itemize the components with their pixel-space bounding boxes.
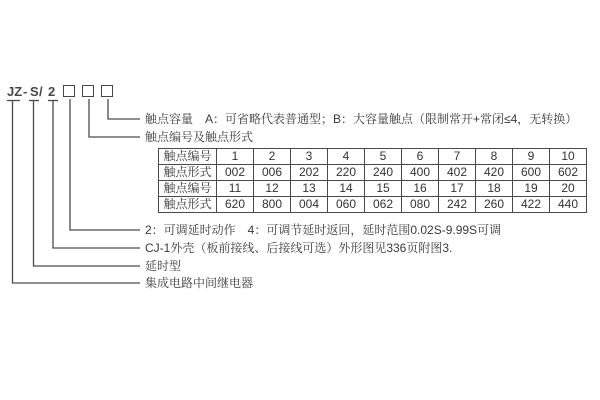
value-cell: 602 — [550, 165, 587, 181]
label-product-type: 集成电路中间继电器 — [145, 276, 254, 290]
model-box-delay-mode — [63, 85, 75, 97]
model-box-contact-number — [82, 85, 94, 97]
value-cell: 17 — [439, 181, 476, 197]
value-cell: 060 — [328, 197, 365, 213]
value-cell: 402 — [439, 165, 476, 181]
model-separator-dash: - — [23, 84, 28, 99]
label-delay-mode: 2：可调延时动作 4：可调节延时返回，延时范围0.02S-9.99S可调 — [145, 223, 502, 237]
value-cell: 242 — [439, 197, 476, 213]
table-row — [159, 181, 587, 197]
row-label-cell: 触点编号 — [159, 181, 217, 197]
value-cell: 440 — [550, 197, 587, 213]
value-cell: 062 — [365, 197, 402, 213]
value-cell: 5 — [365, 149, 402, 165]
value-cell: 20 — [550, 181, 587, 197]
value-cell: 420 — [476, 165, 513, 181]
value-cell: 080 — [402, 197, 439, 213]
table-row — [159, 197, 587, 213]
connector-contact-numbering — [89, 99, 140, 137]
value-cell: 12 — [254, 181, 291, 197]
value-cell: 9 — [513, 149, 550, 165]
value-cell: 202 — [291, 165, 328, 181]
value-cell: 240 — [365, 165, 402, 181]
value-cell: 6 — [402, 149, 439, 165]
value-cell: 004 — [291, 197, 328, 213]
value-cell: 400 — [402, 165, 439, 181]
value-cell: 7 — [439, 149, 476, 165]
model-prefix: JZ — [7, 84, 23, 99]
value-cell: 18 — [476, 181, 513, 197]
value-cell: 13 — [291, 181, 328, 197]
row-label-cell: 触点形式 — [159, 197, 217, 213]
value-cell: 002 — [217, 165, 254, 181]
value-cell: 2 — [254, 149, 291, 165]
connector-shell — [53, 101, 140, 249]
value-cell: 14 — [328, 181, 365, 197]
value-cell: 260 — [476, 197, 513, 213]
connector-product-type — [13, 101, 141, 284]
value-cell: 3 — [291, 149, 328, 165]
value-cell: 8 — [476, 149, 513, 165]
connector-contact-capacity — [108, 99, 140, 119]
label-contact-capacity: 触点容量 A：可省略代表普通型；B：大容量触点（限制常开+常闭≤4，无转换） — [145, 112, 578, 126]
value-cell: 16 — [402, 181, 439, 197]
value-cell: 1 — [217, 149, 254, 165]
model-box-contact-capacity — [101, 85, 113, 97]
value-cell: 4 — [328, 149, 365, 165]
label-contact-numbering: 触点编号及触点形式 — [145, 130, 254, 144]
model-variant: 2 — [48, 84, 56, 99]
model-separator-slash: / — [39, 84, 43, 99]
row-label-cell: 触点形式 — [159, 165, 217, 181]
row-label-cell: 触点编号 — [159, 149, 217, 165]
value-cell: 620 — [217, 197, 254, 213]
table-row — [159, 165, 587, 181]
value-cell: 422 — [513, 197, 550, 213]
label-shell: CJ-1外壳（板前接线、后接线可选）外形图见336页附图3. — [145, 241, 453, 255]
value-cell: 220 — [328, 165, 365, 181]
value-cell: 600 — [513, 165, 550, 181]
value-cell: 10 — [550, 149, 587, 165]
value-cell: 11 — [217, 181, 254, 197]
value-cell: 006 — [254, 165, 291, 181]
value-cell: 15 — [365, 181, 402, 197]
value-cell: 19 — [513, 181, 550, 197]
label-delay-type: 延时型 — [145, 259, 182, 273]
value-cell: 800 — [254, 197, 291, 213]
model-series: S — [30, 84, 39, 99]
connector-delay-type — [34, 101, 141, 267]
contact-table — [158, 148, 587, 213]
table-row — [159, 149, 587, 165]
